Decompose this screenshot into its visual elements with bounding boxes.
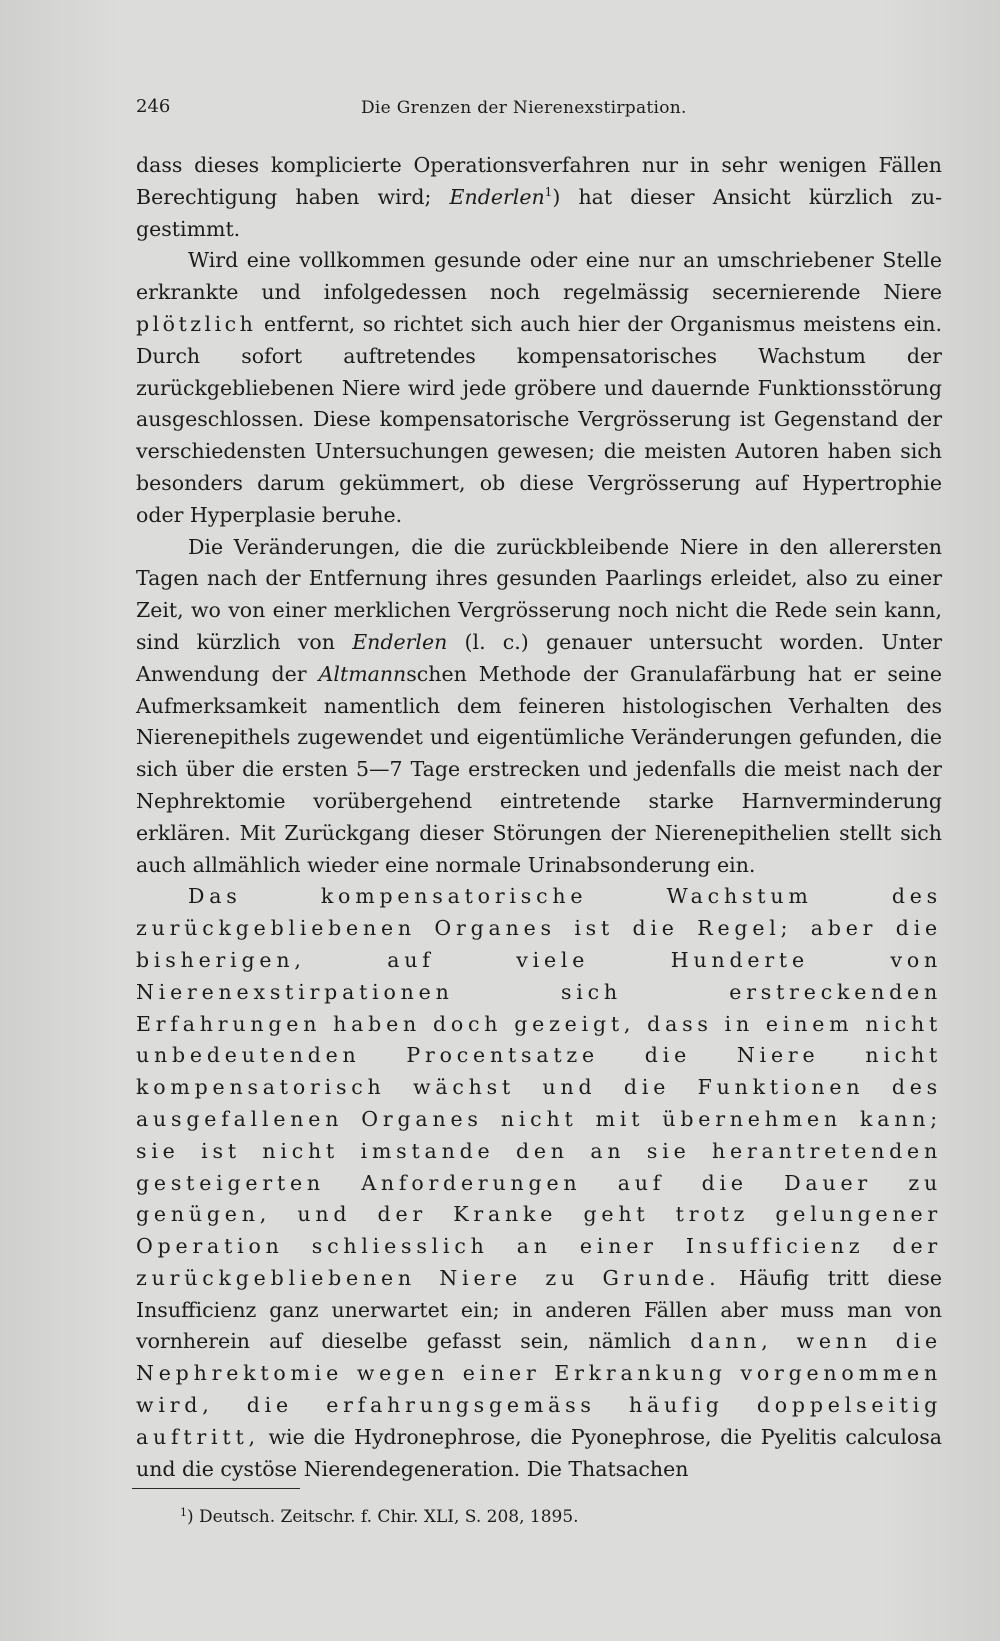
author-enderlen: Enderlen	[352, 629, 448, 654]
running-title: Die Grenzen der Nierenexstirpation.	[361, 98, 687, 118]
body-text	[136, 150, 942, 1485]
paragraph-4: Das kompensatorische Wachstum des zurückgebliebenen Organes ist die Regel; aber die bisherigen, auf viele Hunderte von Nierenexstirpationen sich erstreckenden Erfahrungen haben doch gezeigt, dass in einem nicht unbedeutenden Procentsatze die Niere nicht kompensatorisch wächst und die Funktionen des ausgefallenen Organes nicht mit übernehmen kann; sie ist nicht imstande den an sie herantretenden gesteigerten Anforderungen auf die Dauer zu genügen, und der Kranke geht trotz gelungener Operation schliesslich an einer Insufficienz der zurückgebliebenen Niere zu Grunde. Häufig tritt diese Insufficienz ganz unerwartet ein; in anderen Fällen aber muss man von vornherein auf dieselbe gefasst sein, nämlich dann, wenn die Nephrektomie wegen einer Erkrankung vorgenommen wird, die erfahrungsgemäss häufig doppelseitig auftritt, wie die Hydronephrose, die Pyonephrose, die Pyelitis calculosa und die cystöse Nierendegeneration. Die Thatsachen	[136, 884, 942, 1481]
footnote	[180, 1506, 740, 1528]
footnote-ref: 1	[544, 184, 553, 199]
footnote-rule	[132, 1488, 300, 1489]
spaced-emphasis: Das kompensatorische Wachstum des zurückgebliebenen Organes ist die Regel; aber die bisherigen, auf viele Hunderte von Nierenexstirpationen sich erstreckenden Erfahrungen haben doch gezeigt, dass in einem nicht unbedeutenden Procentsatze die Niere nicht kompensatorisch wächst und die Funktionen des ausgefallenen Organes nicht mit übernehmen kann; sie ist nicht imstande den an sie herantretenden gesteigerten Anforderungen auf die Dauer zu genügen, und der Kranke geht trotz gelungener Operation schliesslich an einer Insufficienz der zurückgebliebenen Niere zu Grunde.	[136, 884, 942, 1290]
author-altmann: Altmann	[318, 661, 407, 686]
footnote-text: ) Deutsch. Zeitschr. f. Chir. XLI, S. 208, 1895.	[187, 1507, 579, 1527]
page-number: 246	[136, 96, 171, 117]
footnote-marker: 1	[180, 1506, 187, 1519]
paragraph-3: Die Veränderungen, die die zurückbleibende Niere in den allerersten Tagen nach der Entfernung ihres gesunden Paarlings erleidet, also zu einer Zeit, wo von einer merklichen Vergrösserung noch nicht die Rede sein kann, sind kürzlich von Enderlen (l. c.) genauer untersucht worden. Unter Anwendung der Altmannschen Methode der Granulafärbung hat er seine Aufmerksamkeit namentlich dem feineren histologischen Verhalten des Nierenepithels zugewendet und eigentümliche Veränderungen gefunden, die sich über die ersten 5—7 Tage erstrecken und jedenfalls die meist nach der Nephrektomie vorübergehend eintretende starke Harnverminderung erklären. Mit Zurückgang dieser Störungen der Nierenepithelien stellt sich auch allmählich wieder eine normale Urinabsonderung ein.	[136, 534, 942, 877]
spaced-emphasis: dann, wenn die Nephrektomie wegen einer Erkrankung vorgenommen wird, die erfahrungsgemäss häufig doppelseitig auftritt,	[136, 1329, 942, 1449]
paragraph-2: Wird eine vollkommen gesunde oder eine nur an umschriebener Stelle erkrankte und infolgedessen noch regelmässig secernierende Niere plötzlich entfernt, so richtet sich auch hier der Organismus meistens ein. Durch sofort auftretendes kompensatorisches Wachstum der zurückgebliebenen Niere wird jede gröbere und dauernde Funktionsstörung ausgeschlossen. Diese kompensatorische Vergrösserung ist Gegenstand der verschiedensten Untersuchungen gewesen; die meisten Autoren haben sich besonders darum gekümmert, ob diese Vergrösserung auf Hypertrophie oder Hyperplasie beruhe.	[136, 248, 942, 527]
paragraph-1: dass dieses komplicierte Operationsverfahren nur in sehr wenigen Fällen Berechtigung haben wird; Enderlen$^1$) hat dieser Ansicht kürzlich zugestimmt.	[136, 153, 942, 241]
spaced-emphasis: plötzlich	[136, 311, 257, 336]
page-header	[136, 96, 720, 126]
author-enderlen: Enderlen	[449, 184, 545, 209]
